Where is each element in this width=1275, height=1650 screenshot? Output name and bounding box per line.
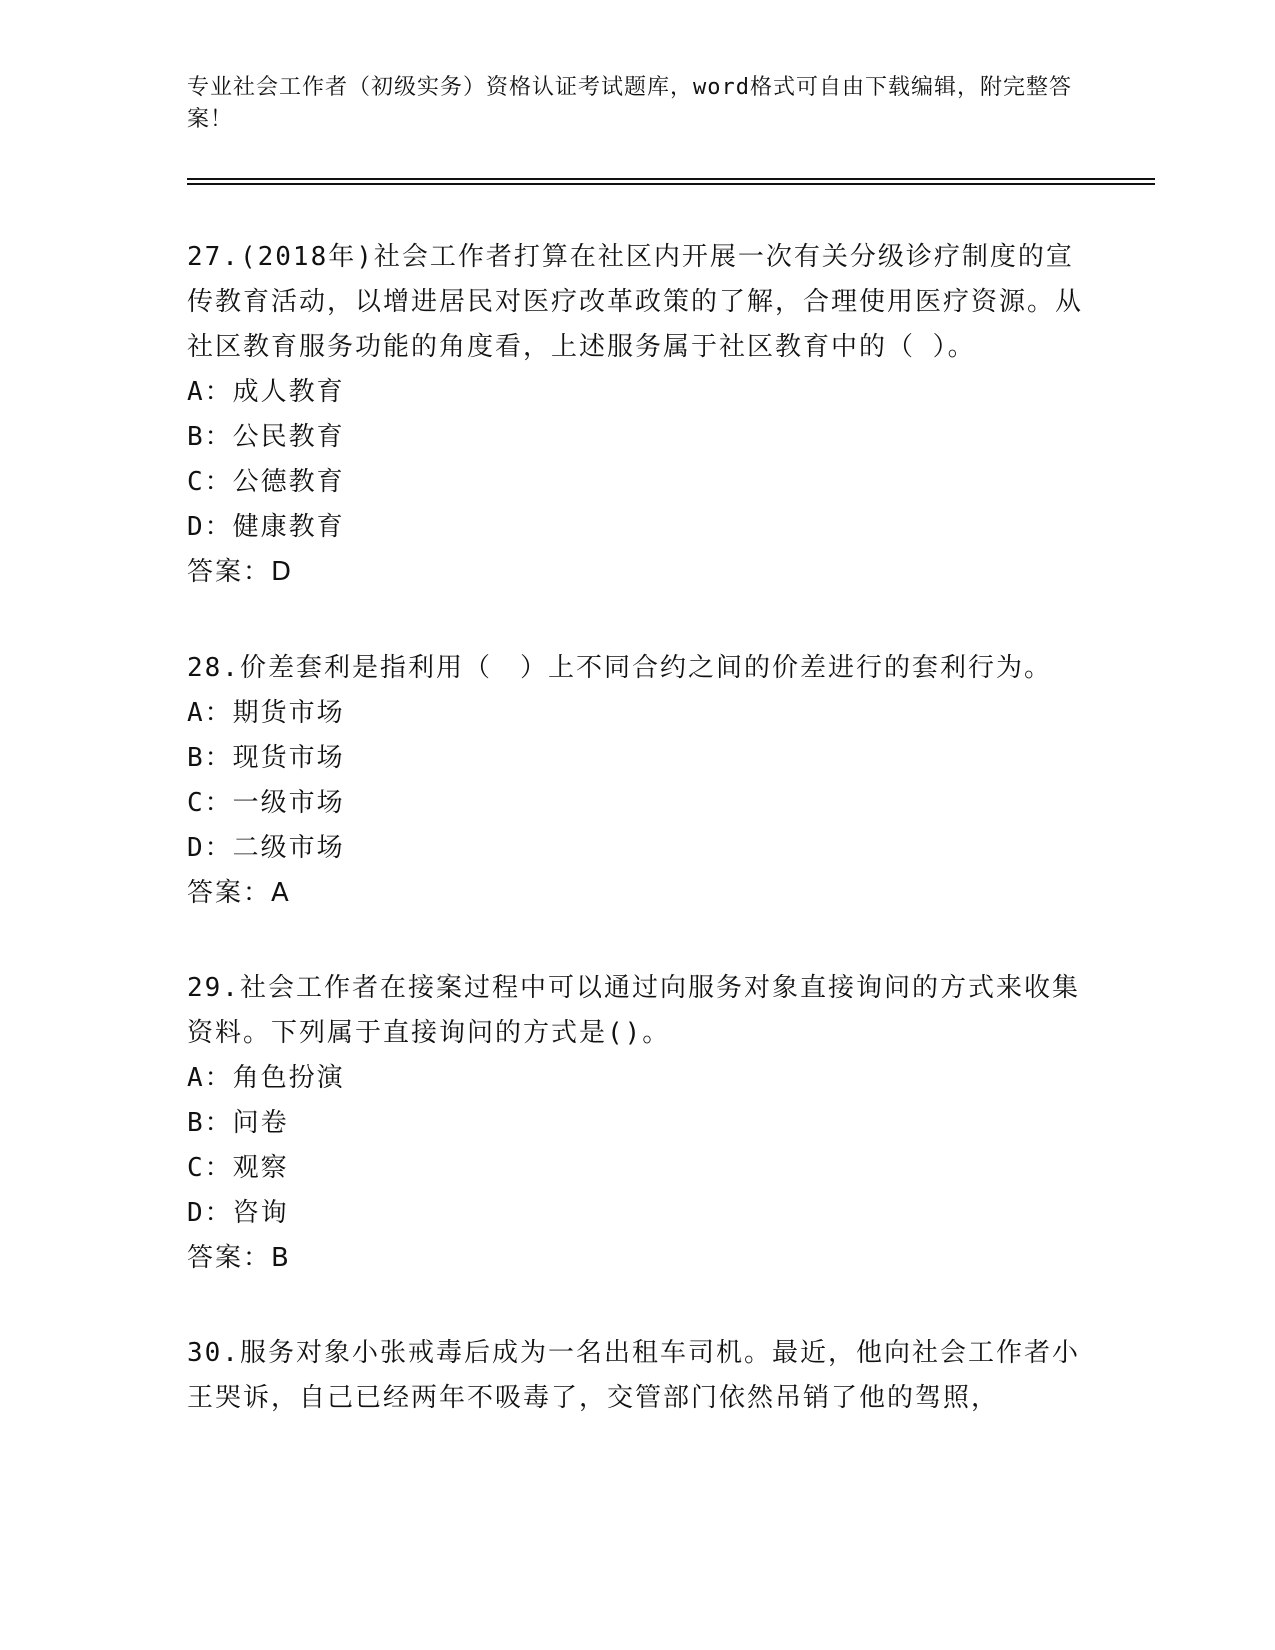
option-d: D：二级市场: [187, 833, 345, 863]
header-divider-bottom: [187, 183, 1155, 185]
header-divider-top: [187, 178, 1155, 180]
option-d: D：健康教育: [187, 512, 345, 542]
question-stem: 30.服务对象小张戒毒后成为一名出租车司机。最近，他向社会工作者小王哭诉，自己已经两年不吸毒了，交管部门依然吊销了他的驾照，: [187, 1338, 1080, 1413]
question-27: [187, 235, 1087, 595]
question-29: [187, 966, 1087, 1281]
option-b: B：公民教育: [187, 422, 345, 452]
document-header: [187, 72, 1087, 136]
header-text: 专业社会工作者（初级实务）资格认证考试题库，word格式可自由下载编辑，附完整答案！: [187, 75, 1072, 132]
option-b: B：问卷: [187, 1108, 289, 1138]
option-a: A：角色扮演: [187, 1063, 345, 1093]
answer-line: 答案：A: [187, 878, 291, 908]
question-30: [187, 1331, 1087, 1421]
answer-line: 答案：B: [187, 1243, 291, 1273]
question-stem: 29.社会工作者在接案过程中可以通过向服务对象直接询问的方式来收集资料。下列属于直接询问的方式是()。: [187, 973, 1080, 1048]
option-c: C：观察: [187, 1153, 289, 1183]
option-a: A：期货市场: [187, 698, 345, 728]
option-c: C：公德教育: [187, 467, 345, 497]
answer-line: 答案：D: [187, 557, 294, 587]
option-b: B：现货市场: [187, 743, 345, 773]
question-stem: 28.价差套利是指利用（ ）上不同合约之间的价差进行的套利行为。: [187, 653, 1052, 683]
question-28: [187, 646, 1087, 916]
option-d: D：咨询: [187, 1198, 289, 1228]
question-stem: 27.(2018年)社会工作者打算在社区内开展一次有关分级诊疗制度的宣传教育活动，以增进居民对医疗改革政策的了解，合理使用医疗资源。从社区教育服务功能的角度看，上述服务属于社区教育中的（ ）。: [187, 242, 1084, 362]
option-c: C：一级市场: [187, 788, 345, 818]
option-a: A：成人教育: [187, 377, 345, 407]
